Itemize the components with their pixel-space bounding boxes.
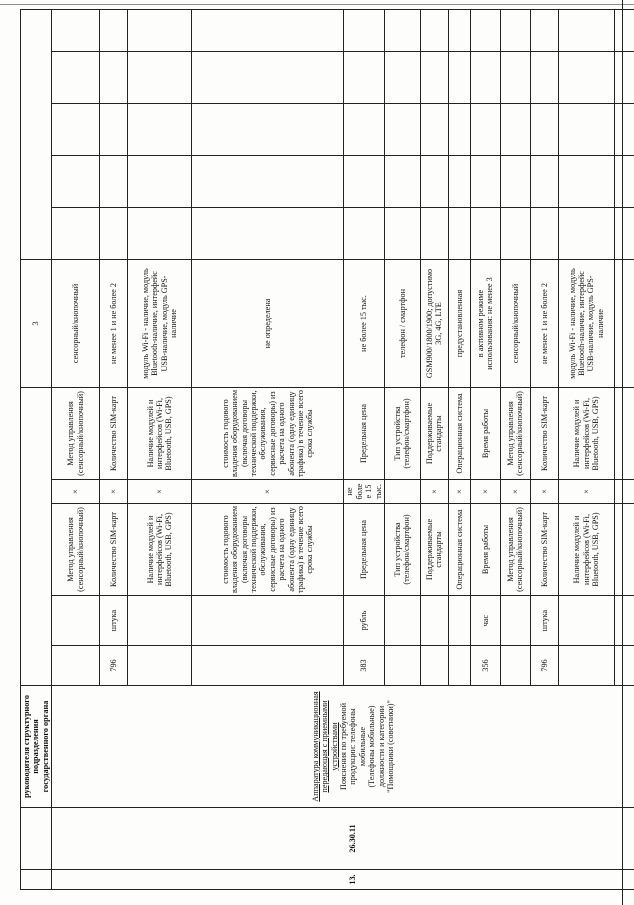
column-number: 3 [21,260,52,388]
unit-name: штука [530,596,558,646]
cross-mark: × [52,480,100,504]
blank-cell [128,104,192,156]
blank-cell [100,52,128,104]
cross-mark: × [128,480,192,504]
okei-code: 383 [344,646,385,686]
blank-cell [558,156,614,208]
blank-cell [420,208,448,260]
okpd-code: 26.30.11 [52,808,634,870]
blank-cell [470,208,500,260]
blank-cell [52,646,100,686]
product-description [52,686,634,808]
blank-cell [128,596,192,646]
blank-cell [470,10,500,52]
blank-cell [100,156,128,208]
position-text: руководителя структурного подразделения государственного органа [21,686,52,808]
blank-cell [558,10,614,52]
blank-cell [384,104,420,156]
blank-cell [500,156,530,208]
characteristic-name: Наличие модулей и интерфейсов (Wi-Fi, Bluetooth, USB, GPS) [558,504,614,596]
blank-cell [128,208,192,260]
blank-cell [128,156,192,208]
blank-cell [558,52,614,104]
characteristic-value: GSM900/1800/1900; допустимо 3G, 4G, LTE [420,260,448,388]
blank-cell [420,10,448,52]
blank-cell [384,10,420,52]
blank-cell [344,208,385,260]
characteristic-name: Количество SIM-карт [530,388,558,480]
blank-cell [52,52,100,104]
characteristic-value: сенсорный/кнопочный [52,260,100,388]
blank-cell [470,52,500,104]
characteristic-value: не более 15 тыс. [344,260,385,388]
characteristic-name: Метод управления (сенсорный/кнопочный) [500,504,530,596]
blank-cell [344,156,385,208]
cross-mark: × [530,480,558,504]
characteristic-name: Поддерживаемые стандарты [420,388,448,480]
rotated-table-wrapper [20,10,620,890]
characteristic-name: стоимость годового владения оборудованием (включая договоры технической поддержки, обслуживания, сервисные договоры) из расчета на одного абонента (одну единицу трафика) в течение всего срока службы [192,504,344,596]
blank-cell [192,10,344,52]
blank-cell [500,208,530,260]
characteristic-value: не менее 1 и не более 2 [530,260,558,388]
characteristic-name: Количество SIM-карт [100,388,128,480]
characteristic-name: Метод управления (сенсорный/кнопочный) [500,388,530,480]
okei-code: 796 [100,646,128,686]
blank-cell [448,104,470,156]
blank-cell [344,104,385,156]
product-name: Аппаратура коммуникационная передающая с приемными устройствами [310,691,339,802]
cross-mark: × [470,480,500,504]
unit-name: час [470,596,500,646]
scan-edge-line [0,4,634,5]
characteristic-name: Предельная цена [344,388,385,480]
characteristic-name: Наличие модулей и интерфейсов (Wi-Fi, Bluetooth, USB, GPS) [128,504,192,596]
blank-cell [614,260,634,388]
table-row [21,10,52,890]
blank-cell [52,596,100,646]
characteristic-name: Тип устройства (телефон/смартфон) [384,388,420,480]
characteristic-name: Метод управления (сенсорный/кнопочный) [52,504,100,596]
characteristic-name: Время работы [470,504,500,596]
characteristic-value: модуль Wi-Fi - наличие, модуль Bluetooth-наличие, интерфейс USB-наличие, модуль GPS-наличие [128,260,192,388]
blank-cell [52,10,100,52]
blank-cell [100,104,128,156]
blank-cell [52,104,100,156]
blank-cell [21,10,52,260]
blank-cell [192,208,344,260]
blank-cell [530,10,558,52]
blank-cell [470,156,500,208]
characteristic-name: Наличие модулей и интерфейсов (Wi-Fi, Bluetooth, USB, GPS) [558,388,614,480]
blank-cell [448,646,470,686]
blank-cell [128,10,192,52]
blank-cell [21,870,52,890]
blank-cell [530,156,558,208]
blank-cell [530,208,558,260]
blank-cell [384,596,420,646]
blank-cell [420,596,448,646]
cross-mark: × [100,480,128,504]
blank-cell [614,596,634,646]
characteristic-name: Тип устройства (телефон/смартфон) [384,504,420,596]
blank-cell [52,208,100,260]
blank-cell [100,10,128,52]
blank-cell [21,808,52,870]
blank-cell [448,10,470,52]
blank-cell [344,10,385,52]
okei-code: 356 [470,646,500,686]
characteristic-name: стоимость годового владения оборудованием (включая договоры технической поддержки, обслуживания, сервисные договоры) из расчета на одного абонента (одну единицу трафика) в течение всего срока службы [192,388,344,480]
blank-cell [384,208,420,260]
blank-cell [614,156,634,208]
product-note: Пояснения по требуемой продукции: телефоны мобильные [338,703,367,790]
blank-cell [448,208,470,260]
price-limit-bracket: не более 15 тыс. [344,480,385,504]
blank-cell [614,480,634,504]
blank-cell [420,156,448,208]
row-number: 13. [52,870,634,890]
blank-cell [192,646,344,686]
blank-cell [500,52,530,104]
blank-cell [128,52,192,104]
characteristic-value: сенсорный/кнопочный [500,260,530,388]
blank-cell [448,52,470,104]
blank-cell [500,596,530,646]
okei-code: 796 [530,646,558,686]
blank-cell [21,388,52,686]
characteristic-value: не определена [192,260,344,388]
blank-cell [192,52,344,104]
blank-cell [52,156,100,208]
characteristic-name: Поддерживаемые стандарты [420,504,448,596]
blank-cell [192,104,344,156]
blank-cell [384,156,420,208]
blank-cell [558,104,614,156]
blank-cell [530,104,558,156]
characteristic-value: модуль Wi-Fi - наличие, модуль Bluetooth-наличие, интерфейс USB-наличие, модуль GPS-наличие [558,260,614,388]
blank-cell [448,596,470,646]
blank-cell [530,52,558,104]
characteristic-value: в активном режиме использования: не менее 3 [470,260,500,388]
blank-cell [100,208,128,260]
characteristic-name: Время работы [470,388,500,480]
characteristic-name: Операционная система [448,388,470,480]
requirements-table [20,9,634,890]
characteristic-value: не менее 1 и не более 2 [100,260,128,388]
blank-cell [558,646,614,686]
cross-mark: × [448,480,470,504]
cross-mark: × [420,480,448,504]
blank-cell [128,646,192,686]
blank-cell [614,208,634,260]
blank-cell [614,388,634,480]
characteristic-name: Количество SIM-карт [100,504,128,596]
product-category: (Телефоны мобильные) должности и категории "Помощники (советники)" [367,700,396,793]
blank-cell [500,104,530,156]
blank-cell [448,156,470,208]
blank-cell [192,596,344,646]
unit-name: рубль [344,596,385,646]
blank-cell [614,52,634,104]
blank-cell [420,52,448,104]
blank-cell [500,646,530,686]
blank-cell [384,52,420,104]
characteristic-name: Количество SIM-карт [530,504,558,596]
blank-cell [614,646,634,686]
cross-mark: × [192,480,344,504]
characteristic-name: Метод управления (сенсорный/кнопочный) [52,388,100,480]
blank-cell [614,10,634,52]
characteristic-name: Наличие модулей и интерфейсов (Wi-Fi, Bluetooth, USB, GPS) [128,388,192,480]
unit-name: штука [100,596,128,646]
characteristic-name: Операционная система [448,504,470,596]
blank-cell [344,52,385,104]
blank-cell [420,646,448,686]
blank-cell [384,646,420,686]
cross-mark: × [500,480,530,504]
blank-cell [192,156,344,208]
characteristic-value: предустановленная [448,260,470,388]
characteristic-name: Предельная цена [344,504,385,596]
cross-mark: × [558,480,614,504]
blank-cell [614,504,634,596]
blank-cell [614,104,634,156]
blank-cell [420,104,448,156]
blank-cell [558,208,614,260]
blank-cell [470,104,500,156]
blank-cell [500,10,530,52]
blank-cell [384,480,420,504]
table-row [52,10,100,890]
scan-edge-line [622,0,623,905]
characteristic-value: телефон / смартфон [384,260,420,388]
blank-cell [558,596,614,646]
